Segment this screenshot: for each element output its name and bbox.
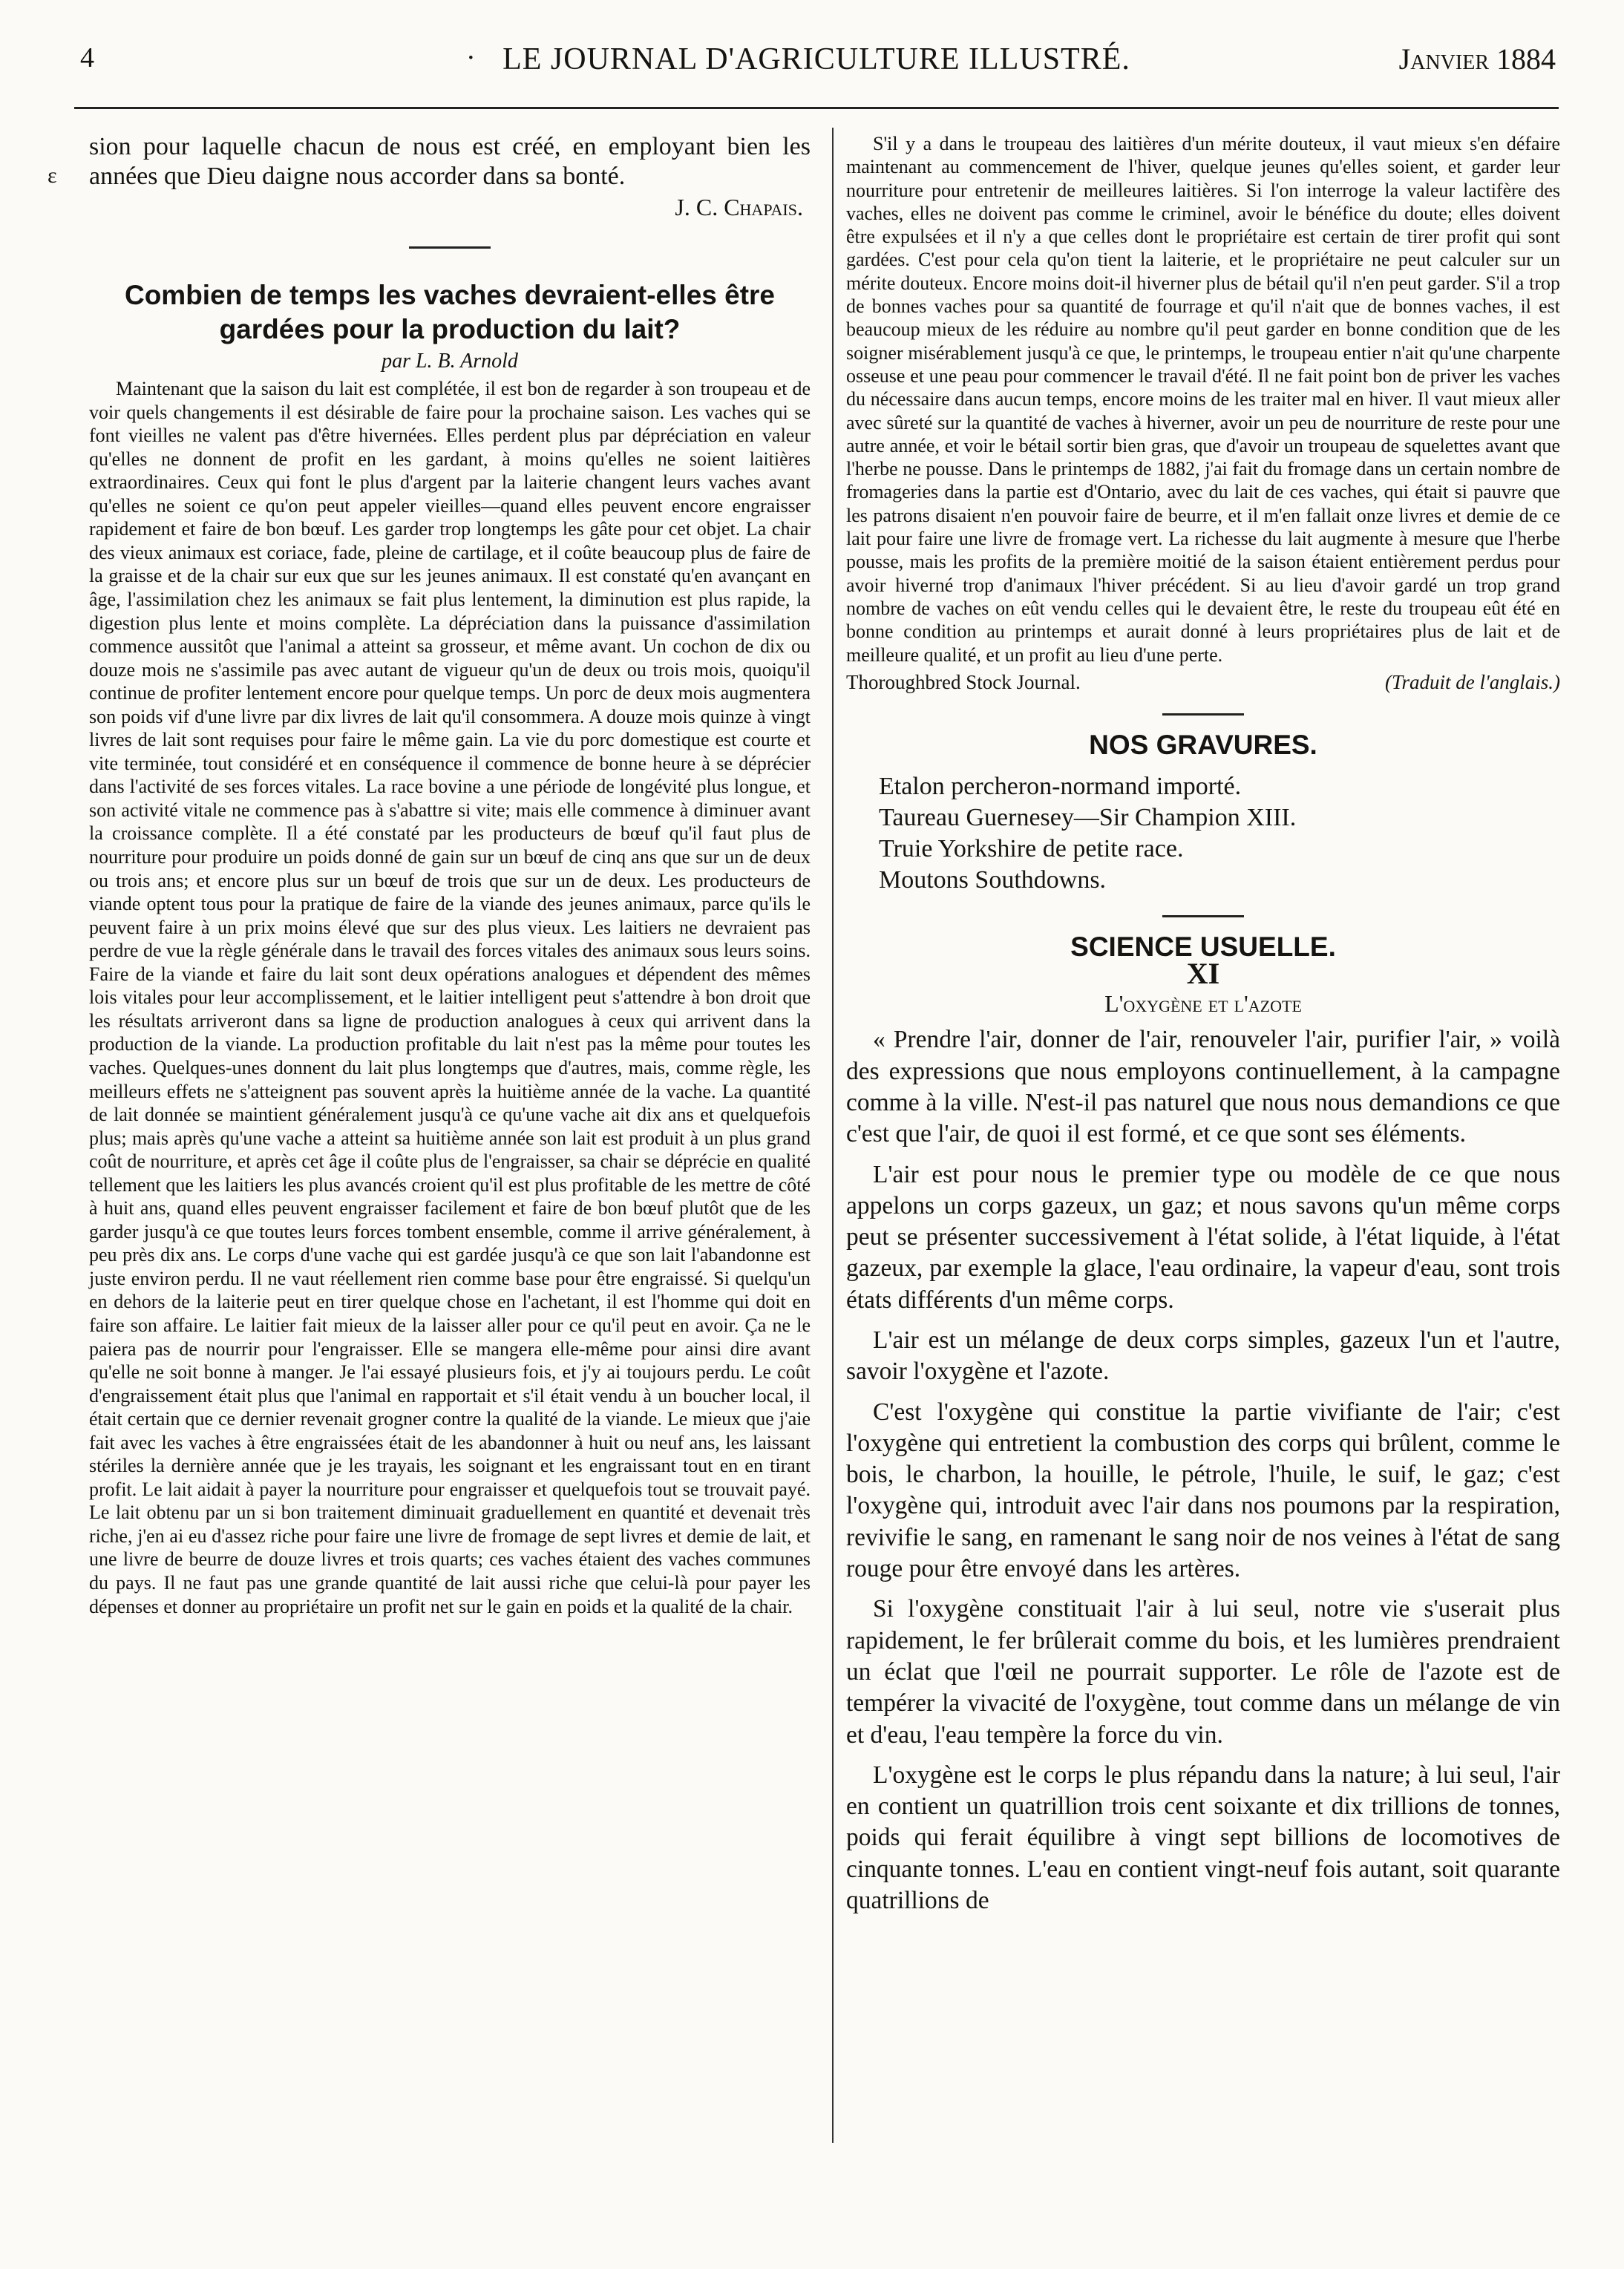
- article-title: Combien de temps les vaches devraient-elles être gardées pour la production du lait?: [124, 279, 776, 344]
- header-rule: [74, 107, 1559, 109]
- separator-rule: [1162, 713, 1244, 716]
- science-paragraph: Si l'oxygène constituait l'air à lui seul, notre vie s'userait plus rapidement, le fer brûlerait comme du bois, et les lumières prendraient un éclat que l'œil ne pourrait supporter. Le rôle de l'azote est de tempérer la vivacité de l'oxygène, tout comme dans un mélange de vin et d'eau, l'eau tempère la force du vin.: [846, 1595, 1560, 1749]
- closing-paragraph: sion pour laquelle chacun de nous est créé, en employant bien les années que Dieu daigne nous accorder dans sa bonté.: [89, 133, 811, 190]
- separator-rule: [1162, 915, 1244, 917]
- page-number: 4: [80, 42, 94, 73]
- science-paragraph: C'est l'oxygène qui constitue la partie vivifiante de l'air; c'est l'oxygène qui entretient la combustion des corps qui brûlent, comme le bois, le charbon, la houille, le pétrole, l'huile, le suif, le gaz; c'est l'oxygène qui, introduit avec l'air dans nos poumons par la respiration, revivifie le sang, en ramenant le sang noir de nos veines à l'état de sang rouge pour être envoyé dans les artères.: [846, 1398, 1560, 1583]
- science-title: SCIENCE USUELLE.: [1070, 931, 1336, 963]
- separator-rule: [409, 246, 491, 249]
- article-continuation: S'il y a dans le troupeau des laitières d'un mérite douteux, il vaut mieux s'en défaire maintenant au commencement de l'hiver, quelque jeunes qu'elles soient, et garder leur nourriture pour entretenir de meilleures laitières. Si l'on interroge la valeur lactifère des vaches, elles ne doivent pas comme le criminel, avoir le bénéfice du doute; elles doivent être expulsées et il n'y a que celles dont le propriétaire est certain de tirer profit qui sont gardées. C'est pour cela qu'on tient la laiterie, et le propriétaire ne peut calculer sur un mérite douteux. Encore moins doit-il hiverner plus de bétail qu'il n'en peut garder. S'il a trop de bonnes vaches pour sa quantité de fourrage et qu'il n'ait que de bonnes vaches, il est beaucoup mieux de les réduire au nombre qu'il peut garder en bonne condition que de les soigner misérablement jusqu'à ce que, le printemps, le troupeau entier n'ait qu'une charpente osseuse et une peau pour commencer le travail d'été. Il ne fait point bon de priver les vaches du nécessaire dans aucun temps, encore moins de les traiter mal en hiver. Il vaut mieux aller avec sûreté sur la quantité de vaches à hiverner, avoir un peu de nourriture de reste pour une autre année, et voir le bétail sortir bien gras, que d'avoir un troupeau de squelettes avant que l'herbe ne pousse. Dans le printemps de 1882, j'ai fait du fromage dans un certain nombre de fromageries dans la partie est d'Ontario, avec du lait de ces vaches, qui était si pauvre que les patrons disaient n'en pouvoir faire de beurre, et il m'en fallait onze livres et demie de ce lait pour faire une livre de fromage vert. La richesse du lait augmente à mesure que l'herbe pousse, mais les profits de la première moitié de la saison étaient entièrement perdus pour avoir hiverné trop d'animaux l'hiver précédent. Si au lieu d'avoir gardé un trop grand nombre de vaches on eût vendu celles qui le devaient être, le reste du troupeau eût été en bonne condition au printemps et aurait donné à leurs propriétaires plus de lait et de meilleure qualité, et un profit au lieu d'une perte.: [846, 133, 1560, 666]
- journal-title: LE JOURNAL D'AGRICULTURE ILLUSTRÉ.: [502, 42, 1130, 76]
- left-column: [89, 132, 811, 1618]
- gravures-title: NOS GRAVURES.: [1089, 730, 1317, 761]
- header-dot: ·: [466, 42, 476, 73]
- science-body: [846, 1024, 1560, 1916]
- margin-mark: ɛ: [48, 163, 57, 188]
- gravure-item: Moutons Southdowns.: [879, 866, 1107, 894]
- gravure-item: Truie Yorkshire de petite race.: [879, 835, 1184, 863]
- page-header: [74, 39, 1559, 83]
- author-signature: J. C. Chapais.: [675, 194, 803, 220]
- article-body: Maintenant que la saison du lait est complétée, il est bon de regarder à son troupeau et de voir quels changements il est désirable de faire pour la prochaine saison. Les vaches qui se font vieilles ne valent pas d'être hivernées. Elles perdent plus par dépréciation en valeur qu'elles ne donnent de profit en les gardant, à moins qu'elles ne soient laitières extraordinaires. Ceux qui font le plus d'argent par la laiterie changent leurs vaches avant qu'elles ne soient ce qu'on peut appeler vieilles—quand elles peuvent encore engraisser rapidement et faire de bon bœuf. Les garder trop longtemps les gâte pour cet objet. La chair des vieux animaux est coriace, fade, pleine de cartilage, et il coûte beaucoup plus de faire de la graisse et de la chair sur eux que sur les jeunes animaux. Il est constaté qu'en avançant en âge, l'assimilation chez les animaux se fait plus lentement, la diminution est plus rapide, la digestion plus lente et moins complète. La dépréciation dans la puissance d'assimilation commence aussitôt que l'animal a atteint sa grosseur, et même avant. Un cochon de dix ou douze mois ne s'assimile pas avec autant de vigueur qu'un de deux ou trois mois, quoiqu'il continue de profiter lentement encore pour quelque temps. Un porc de deux mois augmentera son poids vif d'une livre par dix livres de lait qu'il consommera. A douze mois quinze à vingt livres de lait sont requises pour faire le même gain. La vie du porc domestique est courte et vite terminée, tout considéré et en conséquence il commence de bonne heure à se déprécier dans l'activité de ses forces vitales. La race bovine a une période de longévité plus longue, et son activité vitale ne commence pas à s'abattre si vite; mais elle commence à diminuer avant la croissance complète. Il a été constaté par les producteurs de bœuf qu'il faut plus de nourriture pour produire un poids donné de gain sur un bœuf de cinq ans que sur un de deux ou trois ans; et encore plus sur un bœuf de trois que sur un de deux. Les producteurs de viande optent tous pour la pratique de faire de la viande des jeunes animaux, parce qu'ils le peuvent faire à un prix moins élevé que sur des plus vieux. Les laitiers ne devraient pas perdre de vue la règle générale dans le travail des forces vitales des animaux sous leurs soins. Faire de la viande et faire du lait sont deux opérations analogues et dépendent des mêmes lois vitales pour leur accomplissement, et le laitier intelligent peut s'attendre à bon droit que les résultats arriveront dans sa ligne de production analogues à ceux qui arrivent dans la production de la viande. La production profitable du lait n'est pas la même pour toutes les vaches. Quelques-unes donnent du lait plus longtemps que d'autres, mais, comme règle, les meilleurs effets ne s'atteignent pas souvent après la huitième année de la vache. La quantité de lait donnée se maintient généralement jusqu'à ce qu'une vache ait dix ans et quelquefois plus; mais après qu'une vache a atteint sa huitième année son lait est produit à un plus grand coût de nourriture, et après cet âge il coûte plus de l'engraisser, sa chair se déprécie en qualité tellement que les laitiers les plus avancés croient qu'il est plus profitable de les mettre de côté à huit ans, quand elles peuvent engraisser facilement et faire de bon bœuf plutôt que de les garder jusqu'à ce que toutes leurs forces tombent ensemble, comme il arrive généralement, à peu près dix ans. Le corps d'une vache qui est gardée jusqu'à ce que son lait l'abandonne est juste environ perdu. Il ne vaut réellement rien comme base pour être engraissé. Si quelqu'un en dehors de la laiterie peut en tirer quelque chose en l'achetant, il est l'homme qui doit en faire son affaire. Le laitier fait mieux de la laisser aller pour ce qu'il peut en avoir. Ça ne le paiera pas de nourrir pour l'engraisser. Elle se mangera elle-même pour ainsi dire avant qu'elle ne soit bonne à manger. Je l'ai essayé plusieurs fois, et j'y ai toujours perdu. Le coût d'engraissement était plus que l'animal en rapportait et s'il était vendu à un boucher local, il était certain que ce dernier revenait grogner contre la qualité de la viande. Le mieux que j'aie fait avec les vaches à être engraissées était de les abandonner à huit ou neuf ans, les laissant stériles la dernière année que je les trayais, les soignant et les engraissant tout en en tirant profit. Le lait aidait à payer la nourriture pour engraisser et quelquefois tout se trouvait payé. Le lait obtenu par un si bon traitement diminuait graduellement en quantité et devenait très riche, j'en ai eu d'assez riche pour faire une livre de fromage de sept livres et demie de lait, et une livre de beurre de douze livres et trois quarts; ces vaches étaient des vaches communes du pays. Il ne faut pas une grande quantité de lait aussi riche que celui-là pour payer les dépenses et donner au propriétaire un profit net sur le gain en poids et la qualité de la chair.: [89, 378, 811, 1617]
- article-source: [846, 671, 1560, 694]
- science-paragraph: « Prendre l'air, donner de l'air, renouveler l'air, purifier l'air, » voilà des expressions que nous employons continuellement, à la campagne comme à la ville. N'est-il pas naturel que nous nous demandions ce que c'est que l'air, de quoi il est formé, et ce que sont ses éléments.: [846, 1026, 1560, 1148]
- gravure-item: Etalon percheron-normand importé.: [879, 773, 1242, 801]
- right-column: [846, 132, 1560, 1925]
- science-paragraph: L'oxygène est le corps le plus répandu dans la nature; à lui seul, l'air en contient un quatrillion trois cent soixante et dix trillions de tonnes, poids qui ferait équilibre à vingt sept billions de locomotives de cinquante tonnes. L'eau en contient vingt-neuf fois autant, soit quarante quatrillions de: [846, 1761, 1560, 1915]
- article-byline: par L. B. Arnold: [382, 349, 518, 373]
- gravure-item: Taureau Guernesey—Sir Champion XIII.: [879, 804, 1297, 832]
- gravures-list: [879, 771, 1560, 896]
- science-subtitle: L'oxygène et l'azote: [1104, 990, 1302, 1018]
- translation-note: (Traduit de l'anglais.): [1384, 670, 1560, 693]
- science-number: XI: [1186, 956, 1220, 990]
- science-paragraph: L'air est pour nous le premier type ou modèle de ce que nous appelons un corps gazeux, un gaz; et nous savons qu'un même corps peut se présenter successivement à l'état solide, à l'état liquide, à l'état gazeux, par exemple la glace, l'eau ordinaire, la vapeur d'eau, sont trois états différents d'un même corps.: [846, 1160, 1560, 1314]
- issue-date: Janvier 1884: [1398, 42, 1556, 76]
- column-divider: [832, 128, 834, 2143]
- source-name: Thoroughbred Stock Journal.: [846, 670, 1081, 693]
- science-paragraph: L'air est un mélange de deux corps simples, gazeux l'un et l'autre, savoir l'oxygène et l'azote.: [846, 1326, 1560, 1386]
